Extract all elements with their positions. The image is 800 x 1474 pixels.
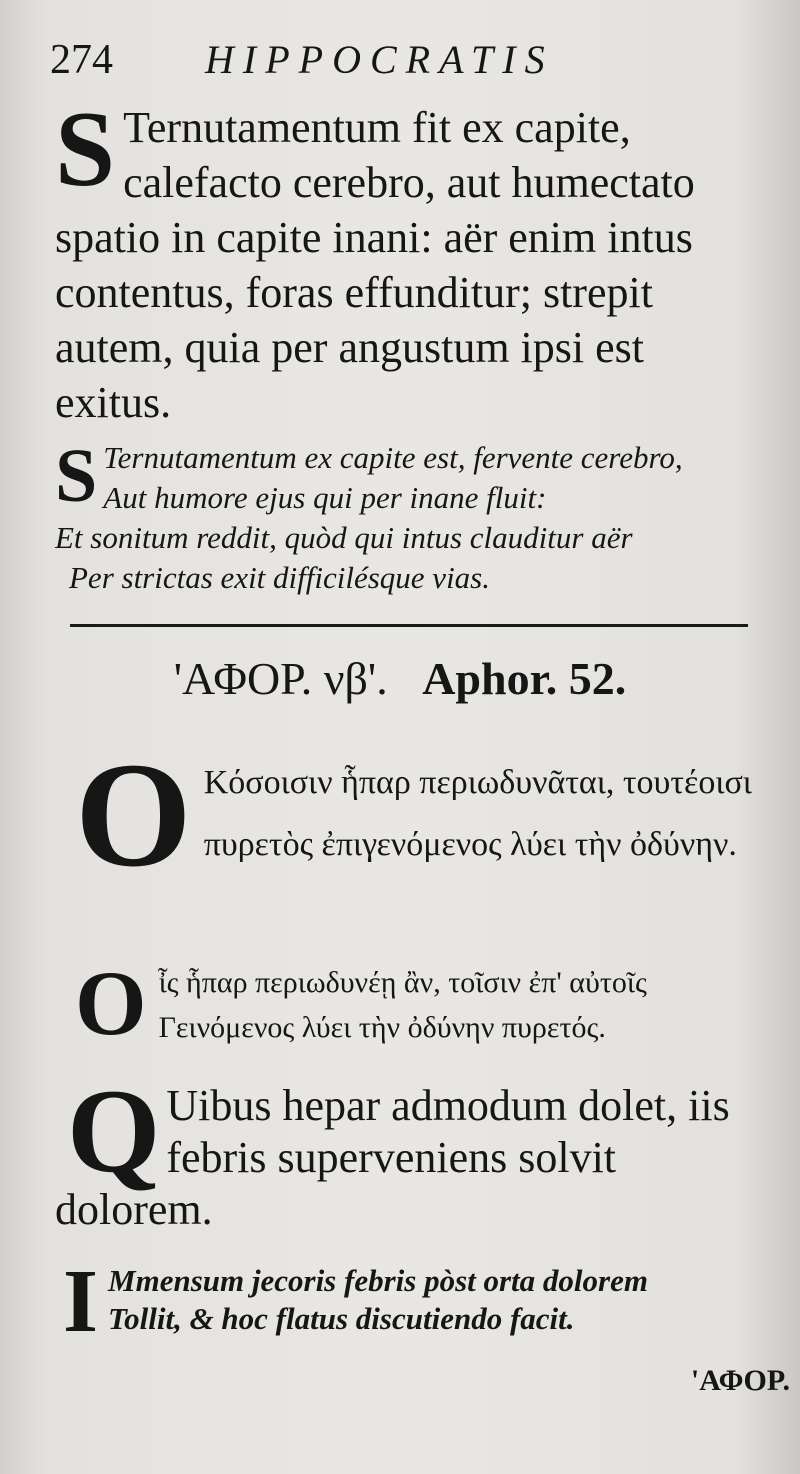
- paragraph-text: Κόσοισιν ἧπαρ περιωδυνᾶται, τουτέοισι πυρετὸς ἐπιγενόμενος λύει τὴν ὀδύνην.: [203, 764, 752, 863]
- drop-cap: O: [75, 732, 192, 898]
- verse-line: Per strictas exit difficilésque vias.: [69, 560, 490, 595]
- drop-cap: Q: [67, 1064, 161, 1197]
- latin-verse: [55, 1252, 755, 1351]
- verse-line: ἶς ἧπαρ περιωδυνέῃ ἂν, τοῖσιν ἐπ' αὐτοῖς: [158, 966, 647, 999]
- running-head: HIPPOCRATIS: [205, 37, 554, 82]
- page-header: [50, 30, 750, 90]
- verse-line: Et sonitum reddit, quòd qui intus clauditur aër: [55, 520, 633, 555]
- paragraph-text: Uibus hepar admodum dolet, iis febris superveniens solvit dolorem.: [55, 1081, 730, 1234]
- latin-heading: Aphor. 52.: [422, 653, 627, 704]
- drop-cap: S: [55, 90, 116, 209]
- drop-cap: S: [55, 434, 98, 518]
- greek-heading: 'ΑΦΟΡ. νβ'.: [173, 653, 388, 704]
- latin-verse: [55, 434, 755, 598]
- catchword: 'ΑΦΟΡ.: [690, 1364, 790, 1397]
- aphorism-heading: [0, 652, 800, 705]
- latin-prose-paragraph: [55, 1064, 755, 1236]
- verse-line: Γεινόμενος λύει τὴν ὀδύνην πυρετός.: [158, 1011, 606, 1044]
- verse-line: Tollit, & hoc flatus discutiendo facit.: [108, 1301, 575, 1336]
- page-number: 274: [50, 37, 113, 83]
- drop-cap: I: [63, 1252, 99, 1351]
- section-divider: [70, 624, 748, 627]
- paragraph-text: Ternutamentum fit ex capite, calefacto cerebro, aut humectato spatio in capite inani: aër enim intus contentus, foras effunditur; strepit autem, quia per angustum ipsi est exitus.: [55, 103, 695, 427]
- drop-cap: O: [75, 952, 147, 1054]
- verse-line: Aut humore ejus qui per inane fluit:: [103, 480, 547, 515]
- greek-prose-paragraph: [55, 732, 755, 898]
- greek-verse: [55, 952, 755, 1054]
- verse-line: Mmensum jecoris febris pòst orta dolorem: [108, 1263, 648, 1298]
- latin-prose-paragraph: [55, 90, 755, 430]
- verse-line: Ternutamentum ex capite est, fervente cerebro,: [103, 440, 683, 475]
